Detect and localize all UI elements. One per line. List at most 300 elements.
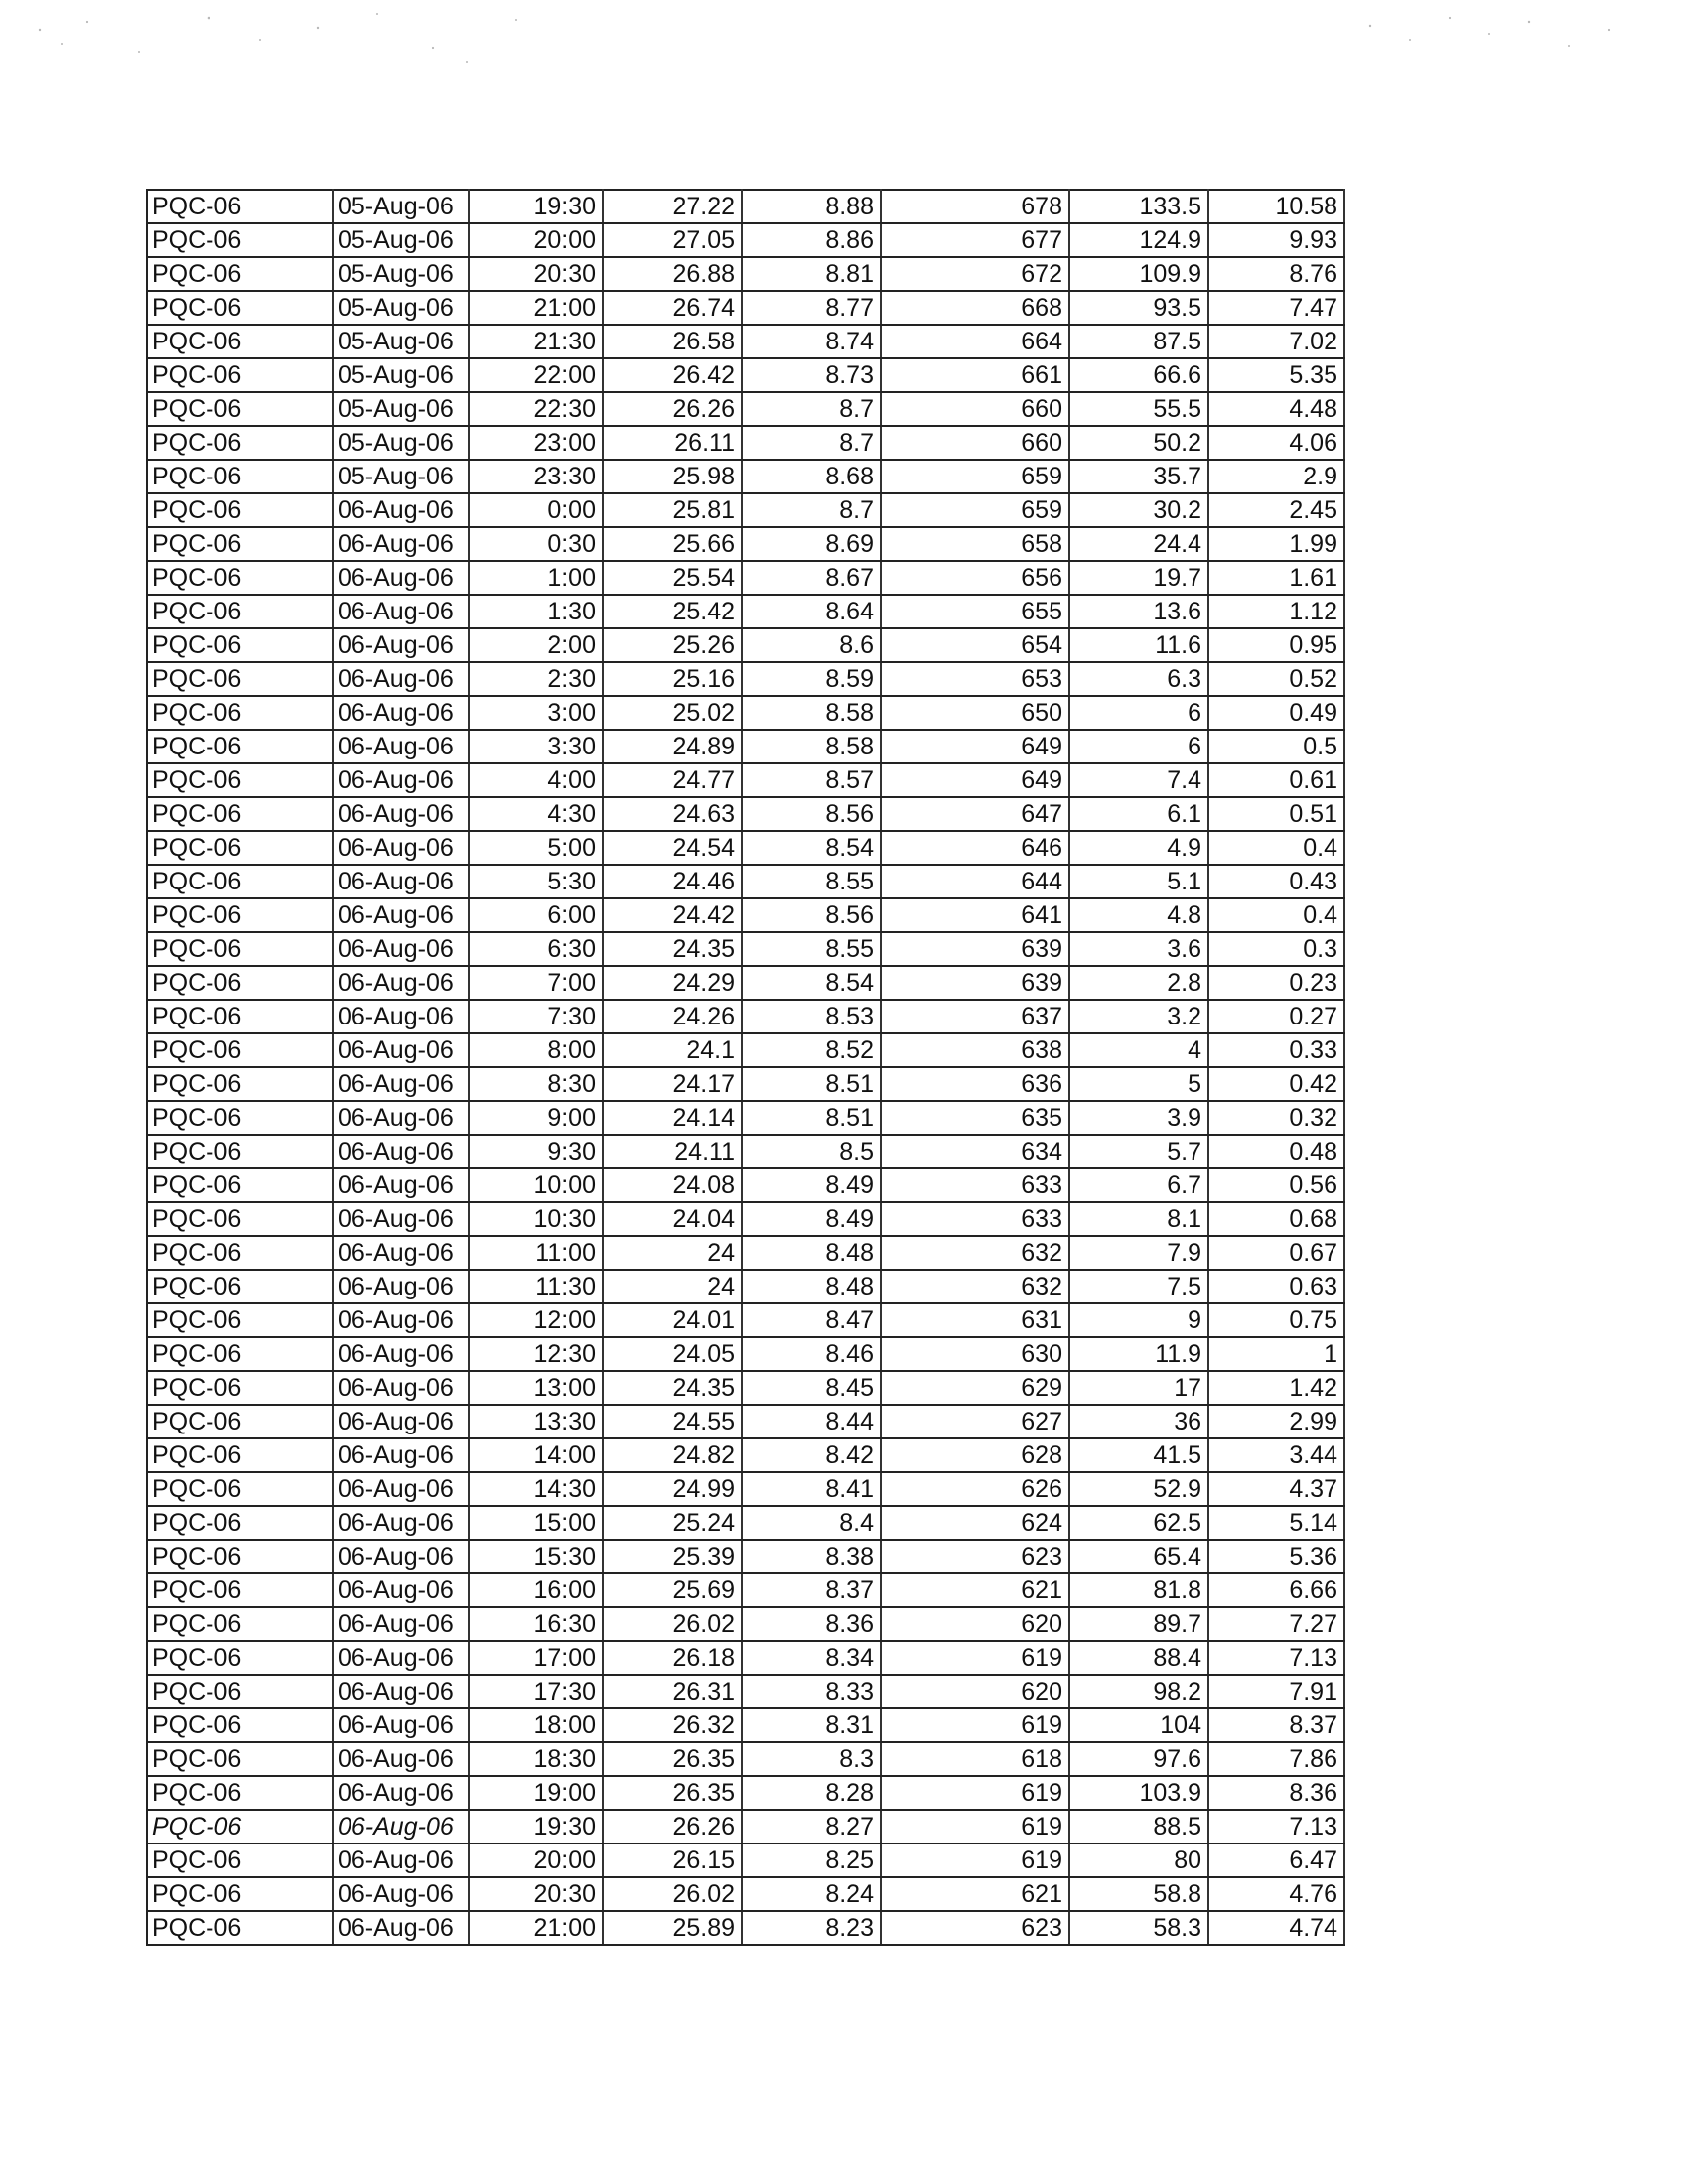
value-cell: 0.5 bbox=[1208, 730, 1344, 763]
value-cell: 619 bbox=[881, 1641, 1069, 1675]
value-cell: 650 bbox=[881, 696, 1069, 730]
value-cell: 87.5 bbox=[1069, 325, 1208, 358]
value-cell: 7.9 bbox=[1069, 1236, 1208, 1270]
value-cell: 25.81 bbox=[603, 493, 742, 527]
value-cell: 0.95 bbox=[1208, 628, 1344, 662]
time-cell: 1:00 bbox=[469, 561, 603, 595]
table-row bbox=[147, 392, 1344, 426]
value-cell: 1.61 bbox=[1208, 561, 1344, 595]
station-cell: PQC-06 bbox=[147, 190, 333, 223]
table-row bbox=[147, 1270, 1344, 1303]
table-row bbox=[147, 966, 1344, 1000]
value-cell: 0.56 bbox=[1208, 1168, 1344, 1202]
station-cell: PQC-06 bbox=[147, 291, 333, 325]
table-row bbox=[147, 1303, 1344, 1337]
station-cell: PQC-06 bbox=[147, 1810, 333, 1843]
date-cell: 05-Aug-06 bbox=[333, 392, 469, 426]
table-row bbox=[147, 426, 1344, 460]
date-cell: 06-Aug-06 bbox=[333, 730, 469, 763]
value-cell: 25.54 bbox=[603, 561, 742, 595]
station-cell: PQC-06 bbox=[147, 628, 333, 662]
station-cell: PQC-06 bbox=[147, 1708, 333, 1742]
table-row bbox=[147, 595, 1344, 628]
value-cell: 8.38 bbox=[742, 1540, 881, 1573]
date-cell: 06-Aug-06 bbox=[333, 1033, 469, 1067]
value-cell: 8.24 bbox=[742, 1877, 881, 1911]
value-cell: 6.3 bbox=[1069, 662, 1208, 696]
time-cell: 3:30 bbox=[469, 730, 603, 763]
date-cell: 06-Aug-06 bbox=[333, 561, 469, 595]
time-cell: 2:30 bbox=[469, 662, 603, 696]
station-cell: PQC-06 bbox=[147, 1135, 333, 1168]
table-row bbox=[147, 1405, 1344, 1438]
value-cell: 24 bbox=[603, 1270, 742, 1303]
table-row bbox=[147, 1877, 1344, 1911]
date-cell: 06-Aug-06 bbox=[333, 1337, 469, 1371]
value-cell: 8.37 bbox=[742, 1573, 881, 1607]
value-cell: 13.6 bbox=[1069, 595, 1208, 628]
value-cell: 621 bbox=[881, 1573, 1069, 1607]
value-cell: 630 bbox=[881, 1337, 1069, 1371]
value-cell: 0.52 bbox=[1208, 662, 1344, 696]
station-cell: PQC-06 bbox=[147, 662, 333, 696]
measurements-table bbox=[146, 189, 1345, 1946]
table-row bbox=[147, 1135, 1344, 1168]
value-cell: 24.35 bbox=[603, 932, 742, 966]
value-cell: 2.45 bbox=[1208, 493, 1344, 527]
value-cell: 0.51 bbox=[1208, 797, 1344, 831]
time-cell: 21:00 bbox=[469, 291, 603, 325]
value-cell: 649 bbox=[881, 730, 1069, 763]
time-cell: 13:00 bbox=[469, 1371, 603, 1405]
date-cell: 06-Aug-06 bbox=[333, 1371, 469, 1405]
value-cell: 5 bbox=[1069, 1067, 1208, 1101]
value-cell: 66.6 bbox=[1069, 358, 1208, 392]
value-cell: 8.73 bbox=[742, 358, 881, 392]
value-cell: 5.14 bbox=[1208, 1506, 1344, 1540]
value-cell: 627 bbox=[881, 1405, 1069, 1438]
station-cell: PQC-06 bbox=[147, 1067, 333, 1101]
value-cell: 1 bbox=[1208, 1337, 1344, 1371]
value-cell: 8.34 bbox=[742, 1641, 881, 1675]
value-cell: 8.48 bbox=[742, 1270, 881, 1303]
table-row bbox=[147, 1371, 1344, 1405]
value-cell: 8.68 bbox=[742, 460, 881, 493]
table-row bbox=[147, 628, 1344, 662]
date-cell: 06-Aug-06 bbox=[333, 831, 469, 865]
value-cell: 81.8 bbox=[1069, 1573, 1208, 1607]
value-cell: 25.16 bbox=[603, 662, 742, 696]
value-cell: 24.05 bbox=[603, 1337, 742, 1371]
value-cell: 26.58 bbox=[603, 325, 742, 358]
value-cell: 24.17 bbox=[603, 1067, 742, 1101]
table-row bbox=[147, 932, 1344, 966]
value-cell: 24.26 bbox=[603, 1000, 742, 1033]
table-row bbox=[147, 1573, 1344, 1607]
value-cell: 0.43 bbox=[1208, 865, 1344, 898]
value-cell: 7.47 bbox=[1208, 291, 1344, 325]
table-row bbox=[147, 1708, 1344, 1742]
value-cell: 0.68 bbox=[1208, 1202, 1344, 1236]
date-cell: 05-Aug-06 bbox=[333, 257, 469, 291]
value-cell: 24.77 bbox=[603, 763, 742, 797]
table-row bbox=[147, 190, 1344, 223]
value-cell: 26.15 bbox=[603, 1843, 742, 1877]
value-cell: 7.13 bbox=[1208, 1641, 1344, 1675]
value-cell: 27.22 bbox=[603, 190, 742, 223]
date-cell: 06-Aug-06 bbox=[333, 932, 469, 966]
value-cell: 7.4 bbox=[1069, 763, 1208, 797]
station-cell: PQC-06 bbox=[147, 831, 333, 865]
date-cell: 06-Aug-06 bbox=[333, 696, 469, 730]
value-cell: 0.49 bbox=[1208, 696, 1344, 730]
value-cell: 661 bbox=[881, 358, 1069, 392]
station-cell: PQC-06 bbox=[147, 1236, 333, 1270]
date-cell: 06-Aug-06 bbox=[333, 797, 469, 831]
station-cell: PQC-06 bbox=[147, 763, 333, 797]
time-cell: 15:00 bbox=[469, 1506, 603, 1540]
value-cell: 672 bbox=[881, 257, 1069, 291]
value-cell: 52.9 bbox=[1069, 1472, 1208, 1506]
time-cell: 23:00 bbox=[469, 426, 603, 460]
value-cell: 80 bbox=[1069, 1843, 1208, 1877]
station-cell: PQC-06 bbox=[147, 257, 333, 291]
value-cell: 646 bbox=[881, 831, 1069, 865]
date-cell: 06-Aug-06 bbox=[333, 1776, 469, 1810]
station-cell: PQC-06 bbox=[147, 460, 333, 493]
table-row bbox=[147, 763, 1344, 797]
value-cell: 9.93 bbox=[1208, 223, 1344, 257]
table-row bbox=[147, 1742, 1344, 1776]
value-cell: 104 bbox=[1069, 1708, 1208, 1742]
value-cell: 8.49 bbox=[742, 1168, 881, 1202]
date-cell: 06-Aug-06 bbox=[333, 1708, 469, 1742]
scan-speckle-decoration bbox=[0, 0, 1684, 119]
value-cell: 8.88 bbox=[742, 190, 881, 223]
time-cell: 7:30 bbox=[469, 1000, 603, 1033]
value-cell: 0.4 bbox=[1208, 831, 1344, 865]
station-cell: PQC-06 bbox=[147, 1270, 333, 1303]
value-cell: 25.24 bbox=[603, 1506, 742, 1540]
value-cell: 103.9 bbox=[1069, 1776, 1208, 1810]
station-cell: PQC-06 bbox=[147, 932, 333, 966]
time-cell: 7:00 bbox=[469, 966, 603, 1000]
value-cell: 654 bbox=[881, 628, 1069, 662]
value-cell: 8.64 bbox=[742, 595, 881, 628]
value-cell: 8.55 bbox=[742, 932, 881, 966]
value-cell: 8.76 bbox=[1208, 257, 1344, 291]
time-cell: 18:30 bbox=[469, 1742, 603, 1776]
time-cell: 22:00 bbox=[469, 358, 603, 392]
value-cell: 636 bbox=[881, 1067, 1069, 1101]
value-cell: 97.6 bbox=[1069, 1742, 1208, 1776]
time-cell: 14:00 bbox=[469, 1438, 603, 1472]
value-cell: 8.86 bbox=[742, 223, 881, 257]
time-cell: 1:30 bbox=[469, 595, 603, 628]
station-cell: PQC-06 bbox=[147, 1675, 333, 1708]
date-cell: 06-Aug-06 bbox=[333, 1405, 469, 1438]
time-cell: 12:30 bbox=[469, 1337, 603, 1371]
value-cell: 8.56 bbox=[742, 797, 881, 831]
value-cell: 8.4 bbox=[742, 1506, 881, 1540]
value-cell: 619 bbox=[881, 1843, 1069, 1877]
value-cell: 26.35 bbox=[603, 1742, 742, 1776]
value-cell: 25.02 bbox=[603, 696, 742, 730]
station-cell: PQC-06 bbox=[147, 1371, 333, 1405]
value-cell: 635 bbox=[881, 1101, 1069, 1135]
date-cell: 06-Aug-06 bbox=[333, 1472, 469, 1506]
time-cell: 4:00 bbox=[469, 763, 603, 797]
value-cell: 10.58 bbox=[1208, 190, 1344, 223]
value-cell: 0.48 bbox=[1208, 1135, 1344, 1168]
table-row bbox=[147, 460, 1344, 493]
time-cell: 20:30 bbox=[469, 1877, 603, 1911]
time-cell: 23:30 bbox=[469, 460, 603, 493]
table-row bbox=[147, 1810, 1344, 1843]
date-cell: 06-Aug-06 bbox=[333, 493, 469, 527]
value-cell: 55.5 bbox=[1069, 392, 1208, 426]
date-cell: 06-Aug-06 bbox=[333, 595, 469, 628]
value-cell: 24.55 bbox=[603, 1405, 742, 1438]
date-cell: 05-Aug-06 bbox=[333, 460, 469, 493]
value-cell: 8.51 bbox=[742, 1101, 881, 1135]
date-cell: 06-Aug-06 bbox=[333, 1135, 469, 1168]
station-cell: PQC-06 bbox=[147, 358, 333, 392]
date-cell: 05-Aug-06 bbox=[333, 223, 469, 257]
table-row bbox=[147, 1101, 1344, 1135]
table-row bbox=[147, 898, 1344, 932]
time-cell: 10:30 bbox=[469, 1202, 603, 1236]
value-cell: 98.2 bbox=[1069, 1675, 1208, 1708]
time-cell: 9:30 bbox=[469, 1135, 603, 1168]
value-cell: 623 bbox=[881, 1540, 1069, 1573]
table-row bbox=[147, 1067, 1344, 1101]
station-cell: PQC-06 bbox=[147, 325, 333, 358]
date-cell: 06-Aug-06 bbox=[333, 1641, 469, 1675]
station-cell: PQC-06 bbox=[147, 1101, 333, 1135]
table-row bbox=[147, 1776, 1344, 1810]
station-cell: PQC-06 bbox=[147, 1438, 333, 1472]
table-row bbox=[147, 1540, 1344, 1573]
table-row bbox=[147, 527, 1344, 561]
value-cell: 26.32 bbox=[603, 1708, 742, 1742]
station-cell: PQC-06 bbox=[147, 1033, 333, 1067]
value-cell: 8.27 bbox=[742, 1810, 881, 1843]
date-cell: 06-Aug-06 bbox=[333, 1236, 469, 1270]
date-cell: 06-Aug-06 bbox=[333, 662, 469, 696]
value-cell: 8.49 bbox=[742, 1202, 881, 1236]
value-cell: 668 bbox=[881, 291, 1069, 325]
station-cell: PQC-06 bbox=[147, 1742, 333, 1776]
table-row bbox=[147, 831, 1344, 865]
value-cell: 5.36 bbox=[1208, 1540, 1344, 1573]
time-cell: 6:30 bbox=[469, 932, 603, 966]
value-cell: 623 bbox=[881, 1911, 1069, 1945]
table-row bbox=[147, 1438, 1344, 1472]
value-cell: 8.7 bbox=[742, 493, 881, 527]
value-cell: 0.33 bbox=[1208, 1033, 1344, 1067]
value-cell: 641 bbox=[881, 898, 1069, 932]
station-cell: PQC-06 bbox=[147, 865, 333, 898]
value-cell: 25.42 bbox=[603, 595, 742, 628]
date-cell: 06-Aug-06 bbox=[333, 527, 469, 561]
value-cell: 0.4 bbox=[1208, 898, 1344, 932]
value-cell: 26.26 bbox=[603, 392, 742, 426]
table-row bbox=[147, 730, 1344, 763]
value-cell: 620 bbox=[881, 1675, 1069, 1708]
value-cell: 5.1 bbox=[1069, 865, 1208, 898]
value-cell: 8.48 bbox=[742, 1236, 881, 1270]
date-cell: 06-Aug-06 bbox=[333, 1810, 469, 1843]
value-cell: 8.41 bbox=[742, 1472, 881, 1506]
date-cell: 05-Aug-06 bbox=[333, 291, 469, 325]
value-cell: 0.42 bbox=[1208, 1067, 1344, 1101]
station-cell: PQC-06 bbox=[147, 898, 333, 932]
value-cell: 8.55 bbox=[742, 865, 881, 898]
value-cell: 0.3 bbox=[1208, 932, 1344, 966]
value-cell: 58.3 bbox=[1069, 1911, 1208, 1945]
value-cell: 2.99 bbox=[1208, 1405, 1344, 1438]
value-cell: 26.35 bbox=[603, 1776, 742, 1810]
station-cell: PQC-06 bbox=[147, 1405, 333, 1438]
value-cell: 656 bbox=[881, 561, 1069, 595]
value-cell: 660 bbox=[881, 392, 1069, 426]
value-cell: 88.4 bbox=[1069, 1641, 1208, 1675]
value-cell: 678 bbox=[881, 190, 1069, 223]
date-cell: 06-Aug-06 bbox=[333, 1270, 469, 1303]
table-row bbox=[147, 1202, 1344, 1236]
value-cell: 8.31 bbox=[742, 1708, 881, 1742]
table-row bbox=[147, 325, 1344, 358]
value-cell: 26.02 bbox=[603, 1607, 742, 1641]
date-cell: 06-Aug-06 bbox=[333, 1101, 469, 1135]
time-cell: 14:30 bbox=[469, 1472, 603, 1506]
date-cell: 05-Aug-06 bbox=[333, 426, 469, 460]
value-cell: 25.98 bbox=[603, 460, 742, 493]
time-cell: 20:00 bbox=[469, 223, 603, 257]
date-cell: 06-Aug-06 bbox=[333, 1067, 469, 1101]
value-cell: 8.56 bbox=[742, 898, 881, 932]
value-cell: 65.4 bbox=[1069, 1540, 1208, 1573]
value-cell: 6.1 bbox=[1069, 797, 1208, 831]
value-cell: 629 bbox=[881, 1371, 1069, 1405]
value-cell: 619 bbox=[881, 1810, 1069, 1843]
value-cell: 0.61 bbox=[1208, 763, 1344, 797]
station-cell: PQC-06 bbox=[147, 1641, 333, 1675]
station-cell: PQC-06 bbox=[147, 1607, 333, 1641]
station-cell: PQC-06 bbox=[147, 1540, 333, 1573]
value-cell: 7.13 bbox=[1208, 1810, 1344, 1843]
value-cell: 8.1 bbox=[1069, 1202, 1208, 1236]
station-cell: PQC-06 bbox=[147, 223, 333, 257]
value-cell: 11.6 bbox=[1069, 628, 1208, 662]
value-cell: 8.81 bbox=[742, 257, 881, 291]
value-cell: 0.63 bbox=[1208, 1270, 1344, 1303]
value-cell: 8.36 bbox=[742, 1607, 881, 1641]
table-row bbox=[147, 1033, 1344, 1067]
table-row bbox=[147, 1337, 1344, 1371]
date-cell: 06-Aug-06 bbox=[333, 898, 469, 932]
table-row bbox=[147, 696, 1344, 730]
value-cell: 8.74 bbox=[742, 325, 881, 358]
value-cell: 36 bbox=[1069, 1405, 1208, 1438]
value-cell: 647 bbox=[881, 797, 1069, 831]
value-cell: 8.54 bbox=[742, 966, 881, 1000]
value-cell: 620 bbox=[881, 1607, 1069, 1641]
value-cell: 631 bbox=[881, 1303, 1069, 1337]
value-cell: 25.39 bbox=[603, 1540, 742, 1573]
value-cell: 659 bbox=[881, 460, 1069, 493]
value-cell: 88.5 bbox=[1069, 1810, 1208, 1843]
value-cell: 5.35 bbox=[1208, 358, 1344, 392]
value-cell: 1.42 bbox=[1208, 1371, 1344, 1405]
value-cell: 7.5 bbox=[1069, 1270, 1208, 1303]
value-cell: 30.2 bbox=[1069, 493, 1208, 527]
value-cell: 26.88 bbox=[603, 257, 742, 291]
value-cell: 19.7 bbox=[1069, 561, 1208, 595]
value-cell: 26.11 bbox=[603, 426, 742, 460]
station-cell: PQC-06 bbox=[147, 1506, 333, 1540]
value-cell: 24.11 bbox=[603, 1135, 742, 1168]
value-cell: 0.67 bbox=[1208, 1236, 1344, 1270]
table-row bbox=[147, 662, 1344, 696]
table-row bbox=[147, 1607, 1344, 1641]
time-cell: 9:00 bbox=[469, 1101, 603, 1135]
date-cell: 06-Aug-06 bbox=[333, 1573, 469, 1607]
value-cell: 7.02 bbox=[1208, 325, 1344, 358]
value-cell: 24.4 bbox=[1069, 527, 1208, 561]
value-cell: 8.5 bbox=[742, 1135, 881, 1168]
value-cell: 89.7 bbox=[1069, 1607, 1208, 1641]
time-cell: 17:00 bbox=[469, 1641, 603, 1675]
value-cell: 124.9 bbox=[1069, 223, 1208, 257]
value-cell: 133.5 bbox=[1069, 190, 1208, 223]
date-cell: 06-Aug-06 bbox=[333, 1675, 469, 1708]
value-cell: 4.74 bbox=[1208, 1911, 1344, 1945]
station-cell: PQC-06 bbox=[147, 730, 333, 763]
value-cell: 633 bbox=[881, 1168, 1069, 1202]
value-cell: 24.04 bbox=[603, 1202, 742, 1236]
value-cell: 660 bbox=[881, 426, 1069, 460]
time-cell: 22:30 bbox=[469, 392, 603, 426]
time-cell: 21:00 bbox=[469, 1911, 603, 1945]
value-cell: 3.6 bbox=[1069, 932, 1208, 966]
value-cell: 1.99 bbox=[1208, 527, 1344, 561]
value-cell: 7.86 bbox=[1208, 1742, 1344, 1776]
value-cell: 25.69 bbox=[603, 1573, 742, 1607]
value-cell: 0.32 bbox=[1208, 1101, 1344, 1135]
time-cell: 6:00 bbox=[469, 898, 603, 932]
value-cell: 4.76 bbox=[1208, 1877, 1344, 1911]
value-cell: 624 bbox=[881, 1506, 1069, 1540]
station-cell: PQC-06 bbox=[147, 1573, 333, 1607]
value-cell: 1.12 bbox=[1208, 595, 1344, 628]
station-cell: PQC-06 bbox=[147, 1776, 333, 1810]
value-cell: 7.27 bbox=[1208, 1607, 1344, 1641]
value-cell: 8.23 bbox=[742, 1911, 881, 1945]
value-cell: 4.06 bbox=[1208, 426, 1344, 460]
date-cell: 06-Aug-06 bbox=[333, 763, 469, 797]
date-cell: 06-Aug-06 bbox=[333, 1742, 469, 1776]
value-cell: 8.54 bbox=[742, 831, 881, 865]
table-body bbox=[147, 190, 1344, 1945]
value-cell: 17 bbox=[1069, 1371, 1208, 1405]
value-cell: 8.69 bbox=[742, 527, 881, 561]
value-cell: 619 bbox=[881, 1708, 1069, 1742]
value-cell: 24.42 bbox=[603, 898, 742, 932]
table-row bbox=[147, 1000, 1344, 1033]
table-row bbox=[147, 493, 1344, 527]
